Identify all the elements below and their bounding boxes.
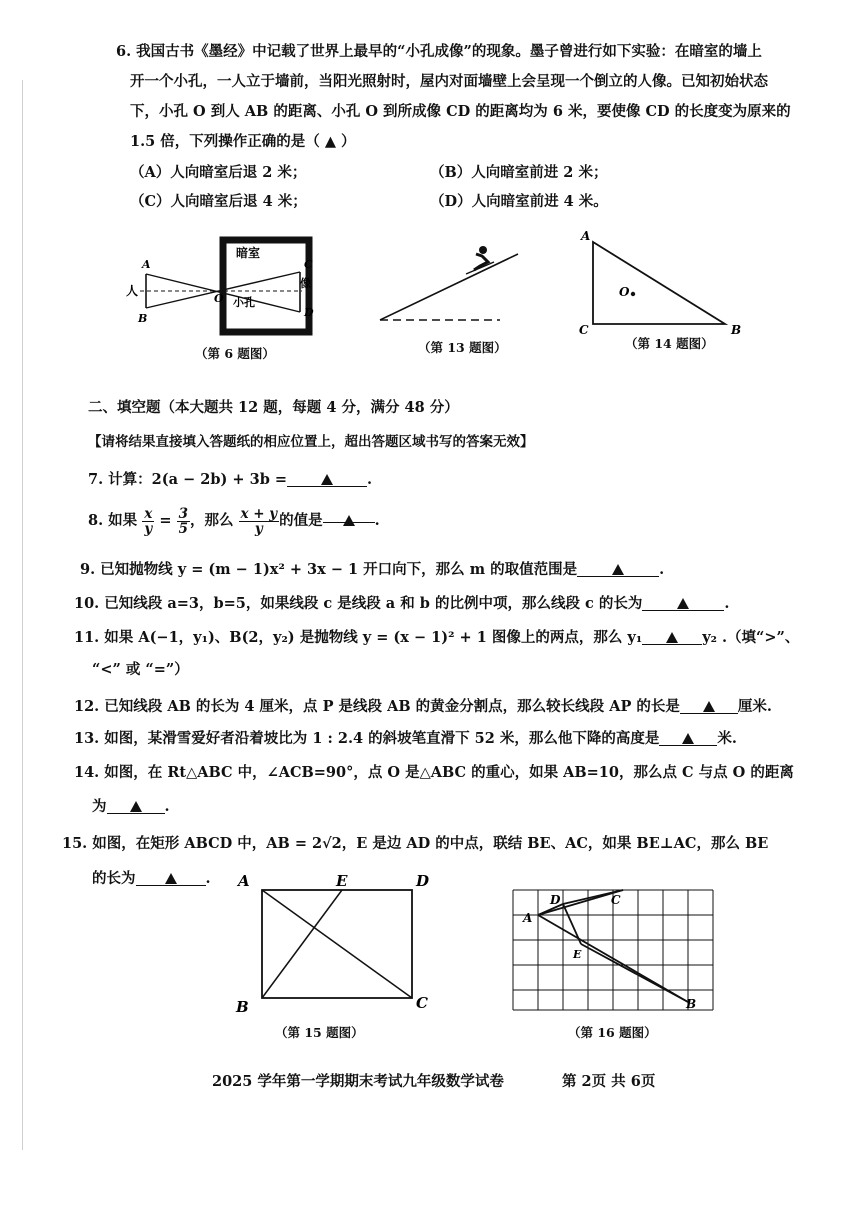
q9-text: 9. 已知抛物线 y = (m − 1)x² + 3x − 1 开口向下，那么 m 的取值范围是	[80, 561, 578, 578]
figure-6-caption: （第 6 题图）	[195, 346, 275, 361]
q13-text: 13. 如图，某滑雪爱好者沿着坡比为 1 : 2.4 的斜坡笔直滑下 52 米，那么他下降的高度是	[74, 730, 660, 747]
q6-line2: 开一个小孔，一人立于墙前，当阳光照射时，屋内对面墙壁上会呈现一个倒立的人像。已知初始状态	[130, 73, 768, 90]
fraction-3-over-5: $\frac{3}{5}$	[178, 505, 188, 537]
q13	[74, 729, 737, 749]
q7-text: 7. 计算：2(a − 2b) + 3b =	[88, 471, 288, 488]
q8-post: 的值是	[279, 512, 323, 529]
fig6-label-d: D	[304, 306, 314, 319]
q6-option-d: （D）人向暗室前进 4 米。	[430, 193, 608, 210]
answer-triangle-icon	[666, 632, 678, 643]
figure-16-caption: （第 16 题图）	[568, 1025, 657, 1040]
q11-line2: “<” 或 “=”）	[92, 661, 189, 678]
figure-14-caption: （第 14 题图）	[625, 336, 714, 351]
answer-triangle-icon	[130, 801, 142, 812]
answer-triangle-icon	[677, 598, 689, 609]
fig6-label-image: 像	[300, 277, 311, 290]
footer-title: 2025 学年第一学期期末考试九年级数学试卷	[212, 1073, 504, 1090]
answer-triangle-icon	[165, 873, 177, 884]
q11	[74, 628, 799, 648]
answer-triangle-icon	[343, 515, 355, 526]
fig15-label-a: A	[238, 872, 250, 890]
q10	[74, 594, 729, 614]
q15-end: .	[205, 870, 211, 887]
page-margin-rule	[22, 80, 23, 1150]
q10-answer-blank[interactable]	[642, 594, 724, 611]
figure-14-right-triangle	[575, 228, 750, 340]
q15-line2	[92, 869, 211, 889]
fig6-label-a: A	[142, 258, 151, 271]
q12-end: 厘米.	[737, 698, 772, 715]
q7-answer-blank[interactable]	[287, 470, 367, 487]
fraction-x-over-y: $\frac{x}{y}$	[144, 505, 153, 537]
q14-prefix: 为	[92, 798, 107, 815]
q9	[80, 560, 664, 580]
answer-triangle-icon	[682, 733, 694, 744]
q11-text: 11. 如果 A(−1，y₁)、B(2，y₂) 是抛物线 y = (x − 1)² + 1 图像上的两点，那么 y₁	[74, 629, 643, 646]
q10-end: .	[724, 595, 730, 612]
q12-answer-blank[interactable]	[680, 697, 738, 714]
q8-mid: ，那么	[189, 512, 234, 529]
fig14-label-o: O	[619, 285, 630, 299]
fig6-label-darkroom: 暗室	[236, 246, 261, 260]
footer-page-number: 第 2页 共 6页	[562, 1073, 656, 1090]
q14-answer-blank[interactable]	[107, 797, 165, 814]
q8-pre: 8. 如果	[88, 512, 138, 529]
fraction-x-plus-y-over-y: $\frac{x + y}{y}$	[240, 505, 278, 537]
answer-triangle-icon	[612, 564, 624, 575]
q6-option-b: （B）人向暗室前进 2 米；	[430, 164, 608, 181]
figure-15-rectangle	[232, 868, 442, 1018]
q6-line1: 6. 我国古书《墨经》中记载了世界上最早的“小孔成像”的现象。墨子曾进行如下实验：在暗室的墙上	[116, 43, 762, 60]
figure-13-slope-diagram	[370, 236, 530, 336]
q11-answer-blank[interactable]	[642, 628, 702, 645]
q10-text: 10. 已知线段 a=3，b=5，如果线段 c 是线段 a 和 b 的比例中项，那么线段 c 的长为	[74, 595, 643, 612]
fig16-label-c: C	[611, 893, 621, 907]
fig16-label-a: A	[523, 911, 533, 925]
fig6-label-b: B	[138, 312, 148, 325]
fig14-label-b: B	[731, 323, 742, 337]
q9-end: .	[659, 561, 665, 578]
q14-line2	[92, 797, 170, 817]
fig16-label-e: E	[573, 948, 582, 961]
q15-prefix: 的长为	[92, 870, 136, 887]
figure-16-grid	[505, 882, 720, 1017]
answer-triangle-icon	[321, 474, 333, 485]
fig14-label-a: A	[581, 229, 591, 243]
fig15-label-b: B	[236, 998, 249, 1016]
q8-end: .	[374, 512, 380, 529]
fig15-label-d: D	[416, 872, 430, 890]
q11-mid: y₂ .（填“>”、	[702, 629, 800, 646]
section2-instruction: 【请将结果直接填入答题纸的相应位置上，超出答题区域书写的答案无效】	[88, 434, 534, 450]
fig15-label-e: E	[336, 872, 348, 890]
fig14-label-c: C	[579, 323, 589, 337]
q14-line1: 14. 如图，在 Rt△ABC 中，∠ACB=90°，点 O 是△ABC 的重心，如果 AB=10，那么点 C 与点 O 的距离	[74, 764, 794, 781]
q12	[74, 697, 772, 717]
q13-end: 米.	[717, 730, 737, 747]
section2-heading: 二、填空题（本大题共 12 题，每题 4 分，满分 48 分）	[88, 399, 459, 416]
q7	[88, 470, 372, 490]
q8-answer-blank[interactable]	[323, 506, 375, 523]
q6-line4: 1.5 倍，下列操作正确的是（ ▲ ）	[130, 133, 356, 150]
q6-line3: 下，小孔 O 到人 AB 的距离、小孔 O 到所成像 CD 的距离均为 6 米，要使像 CD 的长度变为原来的	[130, 103, 791, 120]
q15-answer-blank[interactable]	[136, 869, 206, 886]
answer-triangle-icon	[703, 701, 715, 712]
fig6-label-hole: 小孔	[233, 296, 255, 309]
fig6-label-person: 人	[126, 284, 139, 298]
q13-answer-blank[interactable]	[659, 729, 717, 746]
figure-13-caption: （第 13 题图）	[418, 340, 507, 355]
q6-option-c: （C）人向暗室后退 4 米；	[130, 193, 307, 210]
q12-text: 12. 已知线段 AB 的长为 4 厘米，点 P 是线段 AB 的黄金分割点，那么较长线段 AP 的长是	[74, 698, 680, 715]
fig6-label-o: O	[214, 292, 224, 305]
fig15-label-c: C	[416, 994, 428, 1012]
fig16-label-d: D	[550, 893, 561, 907]
q6-option-a: （A）人向暗室后退 2 米；	[130, 164, 307, 181]
fig6-label-c: C	[304, 258, 313, 271]
fig16-label-b: B	[686, 997, 697, 1011]
figure-15-caption: （第 15 题图）	[275, 1025, 364, 1040]
q15-line1: 15. 如图，在矩形 ABCD 中，AB = 2√2，E 是边 AD 的中点，联结 BE、AC，如果 BE⊥AC，那么 BE	[62, 835, 769, 852]
figure-6-pinhole-diagram	[120, 232, 330, 342]
q8: 8. 如果 $\frac{x}{y}$ = $\frac{3}{5}$ ，那么 $\frac{x + y}{y}$ 的值是 .	[88, 505, 380, 537]
q9-answer-blank[interactable]	[577, 560, 659, 577]
q14-end: .	[164, 798, 170, 815]
q7-end: .	[367, 471, 373, 488]
